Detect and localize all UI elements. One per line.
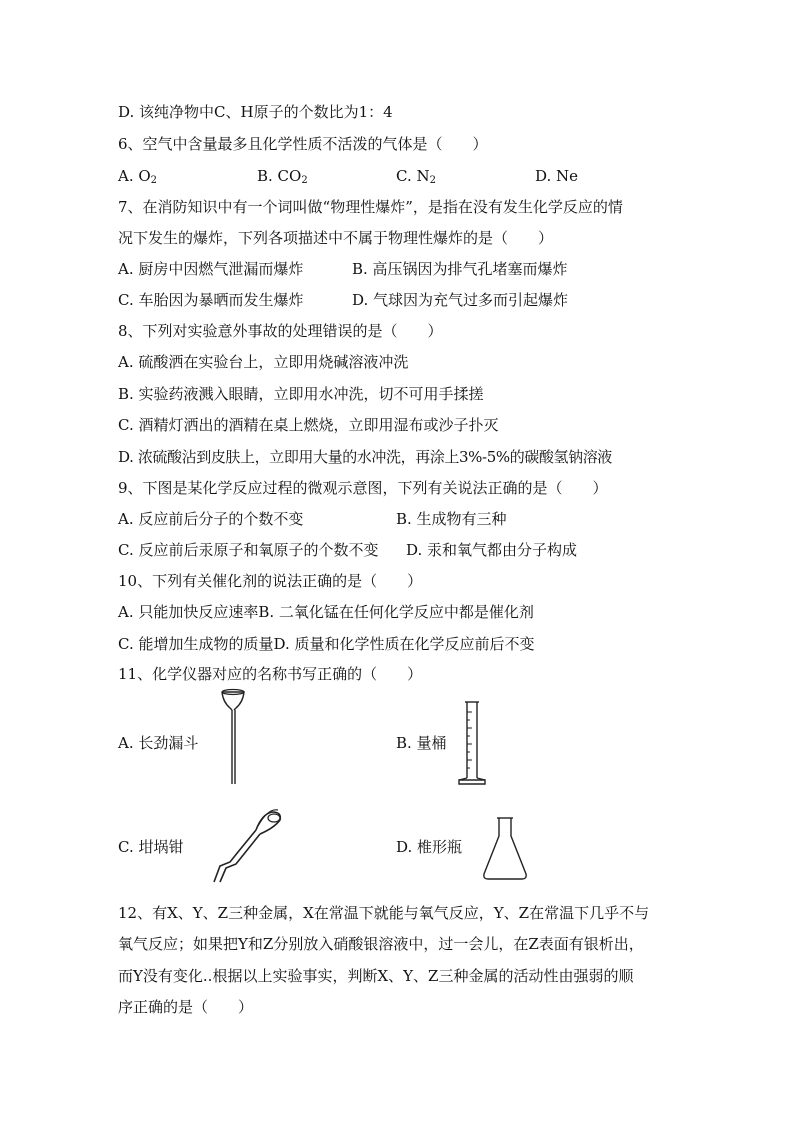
graduated-cylinder-icon bbox=[455, 700, 489, 788]
q11-option-b: B. 量桶 bbox=[396, 734, 447, 752]
q6-option-a: A. $O_2$ bbox=[118, 167, 158, 186]
q9-option-d: D. 汞和氧气都由分子构成 bbox=[406, 541, 578, 559]
q11-stem: 11、化学仪器对应的名称书写正确的（ ） bbox=[118, 665, 423, 683]
q11-option-d: D. 椎形瓶 bbox=[396, 838, 463, 856]
q8-option-b: B. 实验药液溅入眼睛，立即用水冲洗，切不可用手揉搓 bbox=[118, 385, 484, 403]
q10-stem: 10、下列有关催化剂的说法正确的是（ ） bbox=[118, 572, 423, 590]
q10-options-cd: C. 能增加生成物的质量D. 质量和化学性质在化学反应前后不变 bbox=[118, 635, 535, 653]
conical-flask-icon bbox=[480, 814, 530, 882]
q7-stem-line2: 况下发生的爆炸，下列各项描述中不属于物理性爆炸的是（ ） bbox=[118, 229, 554, 247]
q12-line1: 12、有X、Y、Z三种金属，X在常温下就能与氧气反应，Y、Z在常温下几乎不与 bbox=[118, 904, 650, 922]
q6-option-b: B. $CO_2$ bbox=[257, 167, 308, 186]
q6-option-d: D. Ne bbox=[535, 167, 579, 185]
q10-options-ab: A. 只能加快反应速率B. 二氧化锰在任何化学反应中都是催化剂 bbox=[118, 603, 534, 621]
q7-option-c: C. 车胎因为暴晒而发生爆炸 bbox=[118, 291, 304, 309]
q8-option-c: C. 酒精灯洒出的酒精在桌上燃烧，立即用湿布或沙子扑灭 bbox=[118, 416, 499, 434]
q9-option-b: B. 生成物有三种 bbox=[396, 510, 507, 528]
q7-option-d: D. 气球因为充气过多而引起爆炸 bbox=[352, 291, 569, 309]
q12-line3: 而Y没有变化..根据以上实验事实，判断X、Y、Z三种金属的活动性由强弱的顺 bbox=[118, 967, 634, 985]
q9-option-c: C. 反应前后汞原子和氧原子的个数不变 bbox=[118, 541, 379, 559]
q6-stem: 6、空气中含量最多且化学性质不活泼的气体是（ ） bbox=[118, 135, 488, 153]
q8-option-a: A. 硫酸洒在实验台上，立即用烧碱溶液冲洗 bbox=[118, 353, 409, 371]
q9-stem: 9、下图是某化学反应过程的微观示意图，下列有关说法正确的是（ ） bbox=[118, 479, 608, 497]
q5-option-d: D. 该纯净物中C、H原子的个数比为1：4 bbox=[118, 103, 393, 121]
q7-option-b: B. 高压锅因为排气孔堵塞而爆炸 bbox=[352, 260, 568, 278]
q11-option-a: A. 长劲漏斗 bbox=[118, 734, 199, 752]
q8-option-d: D. 浓硫酸沾到皮肤上，立即用大量的水冲洗，再涂上3%-5%的碳酸氢钠溶液 bbox=[118, 448, 612, 466]
crucible-tongs-icon bbox=[208, 806, 288, 886]
long-neck-funnel-icon bbox=[218, 688, 248, 788]
q9-option-a: A. 反应前后分子的个数不变 bbox=[118, 510, 304, 528]
q12-line4: 序正确的是（ ） bbox=[118, 998, 254, 1016]
q8-stem: 8、下列对实验意外事故的处理错误的是（ ） bbox=[118, 322, 443, 340]
q12-line2: 氧气反应；如果把Y和Z分别放入硝酸银溶液中，过一会儿，在Z表面有银析出， bbox=[118, 935, 644, 953]
q7-option-a: A. 厨房中因燃气泄漏而爆炸 bbox=[118, 260, 304, 278]
q6-option-c: C. $N_2$ bbox=[396, 167, 436, 186]
q11-option-c: C. 坩埚钳 bbox=[118, 838, 184, 856]
q7-stem-line1: 7、在消防知识中有一个词叫做“物理性爆炸”，是指在没有发生化学反应的情 bbox=[118, 198, 623, 216]
